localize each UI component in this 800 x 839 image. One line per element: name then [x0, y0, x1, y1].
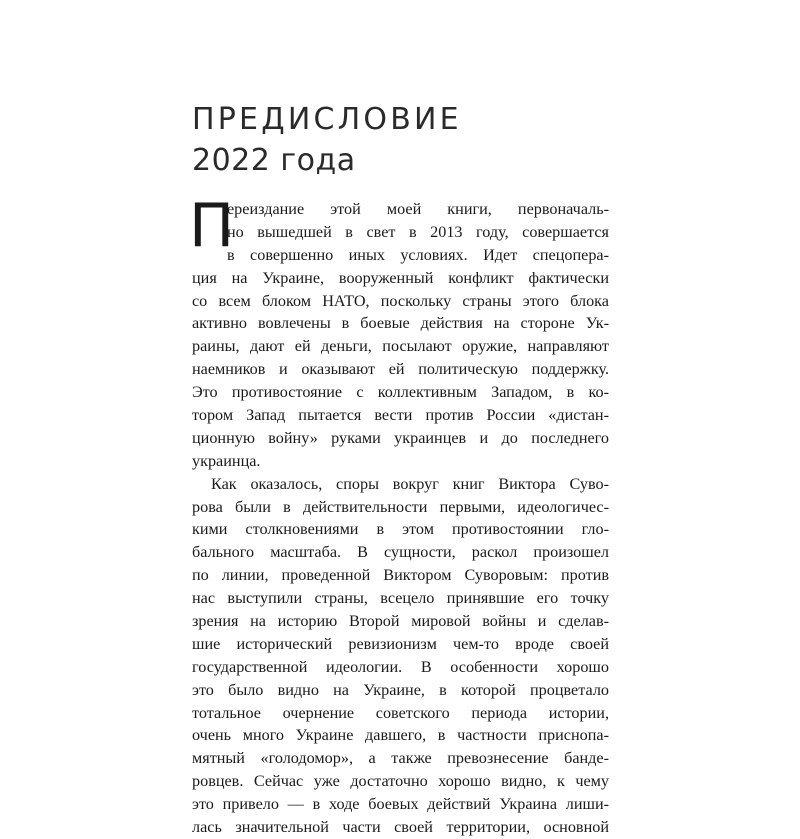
text-line: это было видно на Украине, в которой процветало	[192, 680, 609, 699]
text-line: Это противостояние с коллективным Западом, в ко-	[192, 383, 609, 402]
text-line: мятный «голодомор», а также превознесение банде-	[192, 749, 609, 768]
text-line: бального масштаба. В сущности, раскол произошел	[192, 543, 609, 562]
drop-cap: П	[189, 191, 235, 261]
text-line: раины, дают ей деньги, посылают оружие, направляют	[192, 337, 609, 356]
chapter-heading	[192, 100, 462, 182]
text-line: со всем блоком НАТО, поскольку страны этого блока	[192, 291, 609, 310]
text-line: ционную войну» руками украинцев и до последнего	[192, 428, 609, 447]
paragraph-1	[192, 198, 609, 473]
text-line: ереиздание этой моей книги, первоначаль-	[227, 200, 609, 218]
text-line: лась значительной части своей территории, основной	[192, 818, 609, 837]
text-line: это привело — в ходе боевых действий Украина лиши-	[192, 795, 609, 814]
text-line: ровцев. Сейчас уже достаточно хорошо видно, к чему	[192, 772, 609, 791]
text-line: Как оказалось, споры вокруг книг Виктора Суво-	[211, 474, 609, 493]
text-line: нас выступили страны, всецело принявшие его точку	[192, 589, 609, 608]
text-line: кими столкновениями в этом противостоянии гло-	[192, 520, 609, 539]
text-line: шие исторический ревизионизм чем-то вроде своей	[192, 634, 609, 653]
text-line: но вышедшей в свет в 2013 году, совершается	[227, 222, 609, 241]
text-line: по линии, проведенной Виктором Суворовым: против	[192, 566, 609, 585]
text-line: в совершенно иных условиях. Идет спецопера-	[227, 245, 609, 264]
text-line: зрения на историю Второй мировой войны и сделав-	[192, 612, 609, 631]
text-line: очень много Украине давшего, в частности приснопа-	[192, 726, 609, 745]
text-line: активно вовлечены в боевые действия на стороне Ук-	[192, 314, 609, 333]
paragraph-2	[192, 473, 609, 839]
body-text	[189, 191, 609, 839]
text-line: государственной идеологии. В особенности хорошо	[192, 657, 609, 676]
text-line: тотальное очернение советского периода истории,	[192, 703, 609, 722]
text-line: украинца.	[192, 451, 261, 470]
chapter-title: ПРЕДИСЛОВИЕ	[192, 102, 462, 137]
text-line: тором Запад пытается вести против России «дистан-	[192, 406, 609, 425]
text-line: ция на Украине, вооруженный конфликт фактически	[192, 268, 609, 287]
chapter-subtitle: 2022 года	[192, 143, 356, 178]
text-line: рова были в действительности первыми, идеологичес-	[192, 497, 609, 516]
text-line: наемников и оказывают ей политическую поддержку.	[192, 360, 609, 379]
